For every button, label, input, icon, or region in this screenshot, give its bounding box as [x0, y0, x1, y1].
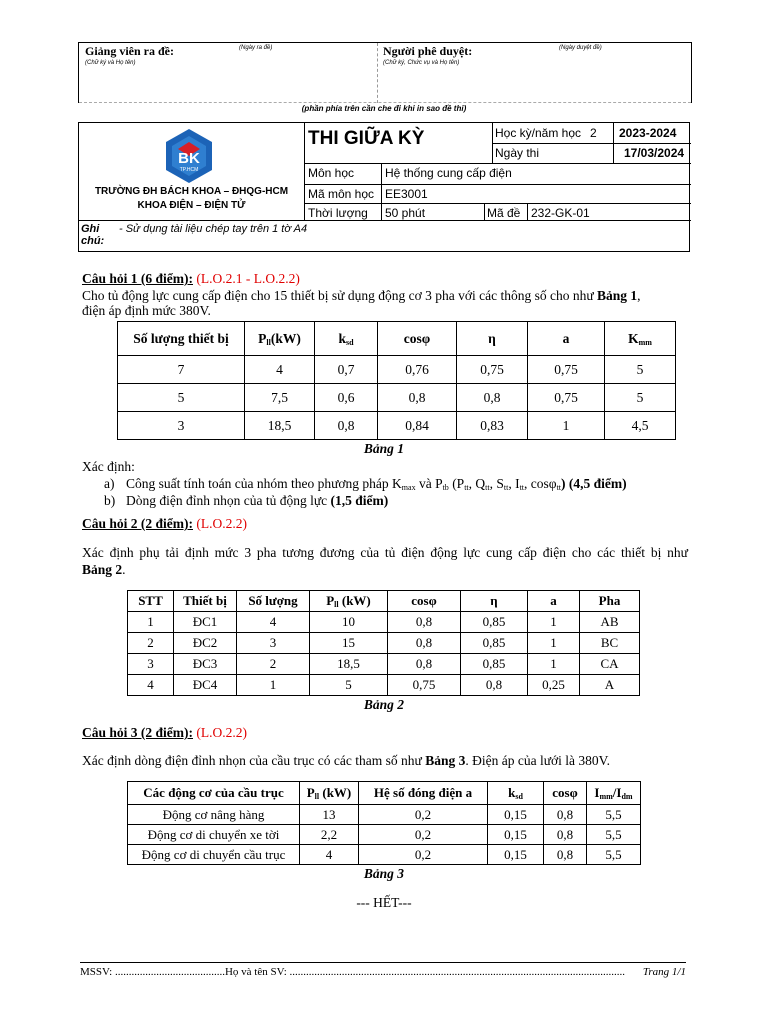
table-1-caption: Bảng 1 — [363, 441, 405, 456]
q2-intro: Xác định phụ tải định mức 3 pha tương đương của tủ điện động lực cung cấp điện cho các thiết bị như — [82, 545, 688, 560]
table-row: Động cơ di chuyển cầu trục 4 0,2 0,15 0,8 5,5 — [128, 845, 641, 865]
code-value: EE3001 — [385, 187, 428, 201]
footer-rule — [80, 962, 686, 963]
footer — [80, 966, 686, 978]
q1-item-b-label: b) — [104, 493, 116, 508]
t3-header: $k_{sd}$ — [488, 782, 544, 805]
faculty-name: KHOA ĐIỆN – ĐIỆN TỬ — [137, 200, 246, 211]
q2-lo: (L.O.2.2) — [196, 516, 247, 531]
table-row: 5 7,5 0,6 0,8 0,8 0,75 5 — [118, 384, 676, 412]
t1-header: η — [457, 322, 528, 356]
t2-header: Thiết bị — [174, 591, 237, 612]
q3-title: Câu hỏi 3 (2 điểm): — [82, 725, 193, 740]
signature-block — [78, 42, 692, 103]
semester-value: 2 — [590, 126, 597, 140]
t1-header: cosφ — [378, 322, 457, 356]
table-row: 3 18,5 0,8 0,84 0,83 1 4,5 — [118, 412, 676, 440]
approver-label: Người phê duyệt: — [383, 44, 473, 58]
footer-name: Họ và tên SV: .......................................................................................................................... — [224, 966, 626, 978]
q3-heading — [82, 725, 247, 741]
table-row: Động cơ nâng hàng 13 0,2 0,15 0,8 5,5 — [128, 805, 641, 825]
date-label: Ngày thi — [495, 146, 540, 160]
code-label: Mã môn học — [308, 187, 375, 201]
q1-item-a-label: a) — [104, 476, 115, 491]
year-value: 2023-2024 — [619, 126, 677, 140]
q1-lo: (L.O.2.1 - L.O.2.2) — [196, 271, 300, 286]
t1-header: $K_{mm}$ — [605, 322, 676, 356]
q1-item-a: Công suất tính toán của nhóm theo phương pháp $K_{max}$ và $P_{tb}$ ($P_{tt}$, $Q_{tt}$, $S_{tt}$, $I_{tt}$, cosφ$_{tt}$) (4,5 điểm) — [126, 476, 627, 492]
exam-code-value: 232-GK-01 — [531, 206, 590, 220]
t2-header: STT — [128, 591, 174, 612]
q2-title: Câu hỏi 2 (2 điểm): — [82, 516, 193, 531]
t1-header: Số lượng thiết bị — [118, 322, 245, 356]
table-1 — [117, 321, 676, 440]
table-3 — [127, 781, 641, 865]
q3-lo: (L.O.2.2) — [196, 725, 247, 740]
table-3-caption: Bảng 3 — [363, 866, 405, 881]
q1-intro: Cho tủ động lực cung cấp điện cho 15 thiết bị sử dụng động cơ 3 pha với các thông số cho như Bảng 1, — [82, 288, 641, 303]
q3-intro: Xác định dòng điện đỉnh nhọn của cầu trục có các tham số như Bảng 3. Điện áp của lưới là 380V. — [82, 753, 611, 768]
lecturer-sign-hint: (Chữ ký và Họ tên) — [85, 60, 136, 66]
note-label: Ghi chú: — [81, 223, 105, 247]
q1-title: Câu hỏi 1 (6 điểm): — [82, 271, 193, 286]
t1-header: $P_{ll}(kW)$ — [245, 322, 315, 356]
q2-intro-line2: Bảng 2. — [82, 562, 126, 577]
exam-header — [78, 122, 690, 252]
table-row: 4 ĐC4 1 5 0,75 0,8 0,25 A — [128, 675, 640, 696]
end-marker: --- HẾT--- — [356, 895, 412, 910]
table-row: 1 ĐC1 4 10 0,8 0,85 1 AB — [128, 612, 640, 633]
duration-label: Thời lượng — [308, 206, 368, 220]
school-logo — [164, 128, 214, 184]
q1-intro-line2: điện áp định mức 380V. — [82, 303, 211, 318]
duration-value: 50 phút — [385, 206, 426, 220]
approver-date-hint: (Ngày duyệt đề) — [559, 45, 602, 51]
subject-value: Hệ thống cung cấp điện — [385, 166, 512, 180]
exam-code-label: Mã đề — [487, 206, 521, 220]
t2-header: Pha — [580, 591, 640, 612]
lecturer-date-hint: (Ngày ra đề) — [239, 45, 273, 51]
approver-sign-hint: (Chữ ký, Chức vụ và Họ tên) — [383, 60, 460, 66]
t2-header: a — [528, 591, 580, 612]
semester-label: Học kỳ/năm học — [495, 126, 582, 140]
table-2-caption: Bảng 2 — [363, 697, 405, 712]
note-value: - Sử dụng tài liệu chép tay trên 1 tờ A4 — [119, 223, 308, 235]
q1-item-b: Dòng điện đỉnh nhọn của tủ động lực (1,5 điểm) — [126, 493, 389, 508]
t3-header: Các động cơ của cầu trục — [128, 782, 300, 805]
t2-header: $P_{ll}$ (kW) — [310, 591, 388, 612]
q1-heading — [82, 271, 300, 287]
subject-label: Môn học — [308, 166, 355, 180]
logo-sub: TP.HCM — [179, 167, 199, 173]
t3-header: $I_{mm}/I_{dm}$ — [587, 782, 641, 805]
table-row: 7 4 0,7 0,76 0,75 0,75 5 — [118, 356, 676, 384]
t2-header: Số lượng — [237, 591, 310, 612]
table-row: 2 ĐC2 3 15 0,8 0,85 1 BC — [128, 633, 640, 654]
lecturer-label: Giảng viên ra đề: — [85, 44, 174, 58]
footer-mssv: MSSV: ........................................ — [80, 966, 225, 978]
t3-header: cosφ — [544, 782, 587, 805]
t2-header: η — [461, 591, 528, 612]
t1-header: $k_{sd}$ — [315, 322, 378, 356]
table-row: Động cơ di chuyển xe tời 2,2 0,2 0,15 0,8 5,5 — [128, 825, 641, 845]
table-2 — [127, 590, 640, 696]
footer-page: Trang 1/1 — [630, 966, 686, 978]
t2-header: cosφ — [388, 591, 461, 612]
q2-heading — [82, 516, 247, 532]
t1-header: a — [528, 322, 605, 356]
logo-text: BK — [178, 150, 200, 167]
school-name: TRƯỜNG ĐH BÁCH KHOA – ĐHQG-HCM — [94, 186, 289, 197]
cut-note: (phần phía trên cần che đi khi in sao đề thi) — [301, 104, 467, 113]
t3-header: $P_{ll}$ (kW) — [300, 782, 359, 805]
date-value: 17/03/2024 — [624, 146, 685, 160]
q1-determine: Xác định: — [82, 459, 135, 474]
table-row: 3 ĐC3 2 18,5 0,8 0,85 1 CA — [128, 654, 640, 675]
exam-title: THI GIỮA KỲ — [308, 128, 425, 149]
t3-header: Hệ số đóng điện a — [359, 782, 488, 805]
